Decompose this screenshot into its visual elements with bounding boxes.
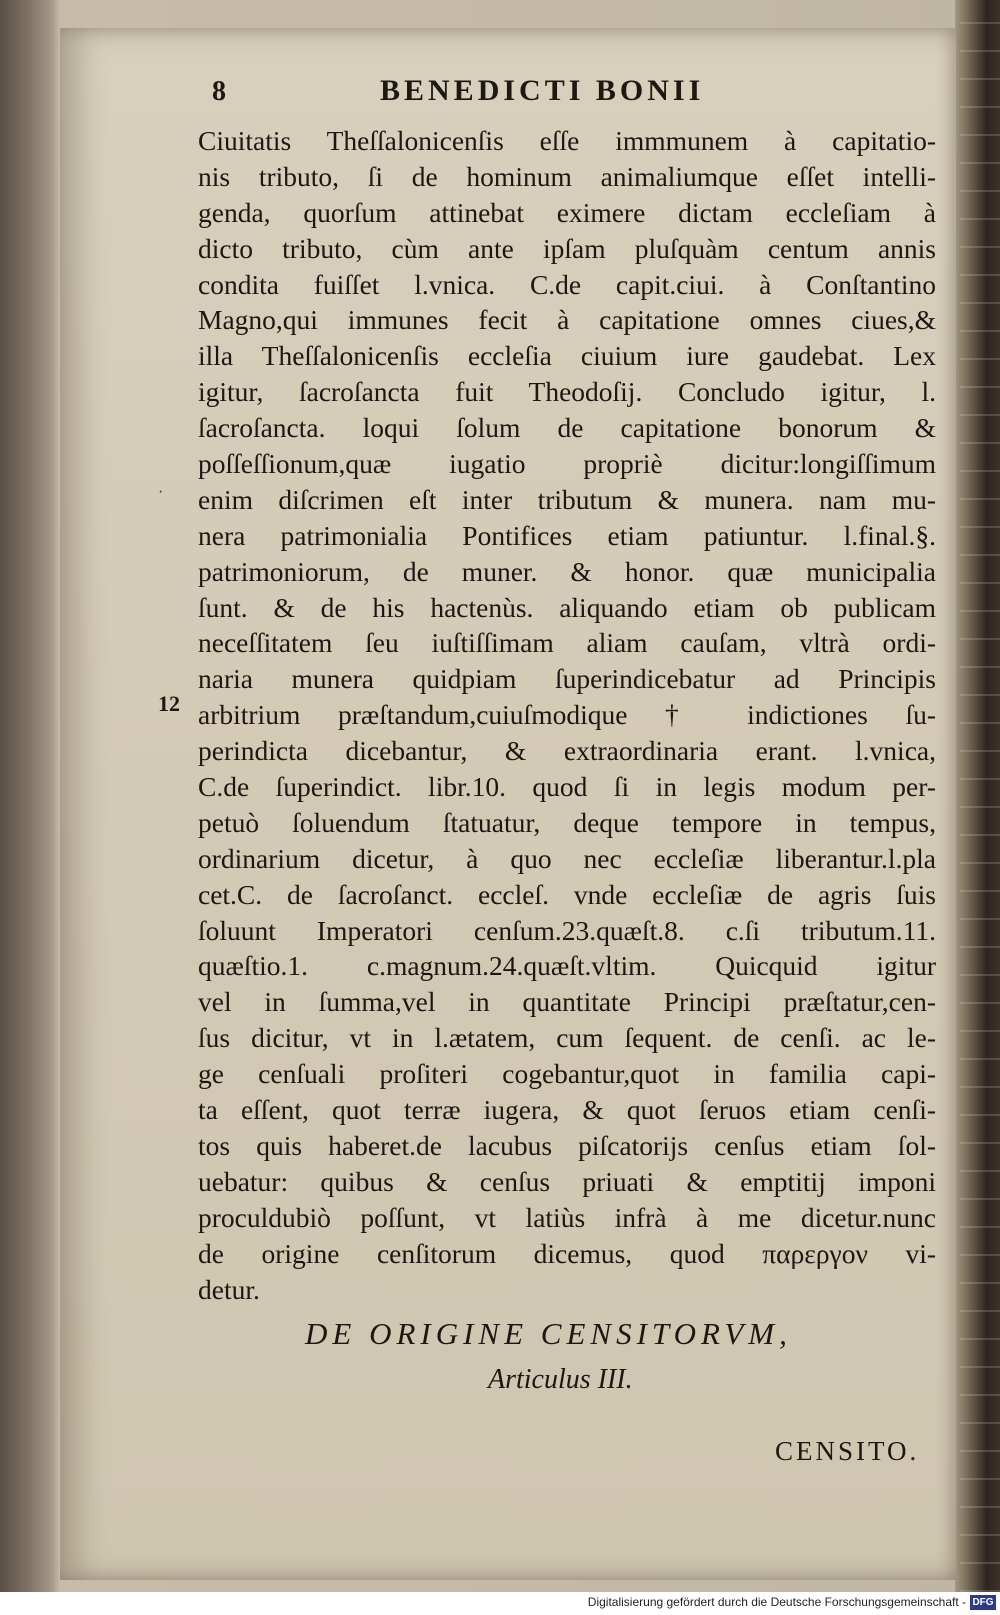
book-edge-texture bbox=[960, 0, 1000, 1592]
text-line: C.de ſuperindict. libr.10. quod ſi in legis modum per- bbox=[198, 771, 936, 803]
text-line: Ciuitatis Theſſalonicenſis eſſe immmunem à capitatio- bbox=[198, 125, 936, 156]
text-line: neceſſitatem ſeu iuſtiſſimam aliam cauſam, vltrà ordi- bbox=[198, 627, 936, 659]
text-line: nis tributo, ſi de hominum animaliumque eſſet intelli- bbox=[198, 160, 936, 192]
text-line: proculdubiò poſſunt, vt latiùs infrà à me dicetur.nunc bbox=[198, 1201, 936, 1233]
page-number: 8 bbox=[212, 76, 226, 107]
text-line: poſſeſſionum,quæ iugatio propriè dicitur:longiſſimum bbox=[198, 448, 936, 480]
text-line: perindicta dicebantur, & extraordinaria erant. l.vnica, bbox=[198, 735, 936, 767]
footer-bar bbox=[0, 1592, 1000, 1615]
section-heading: DE ORIGINE CENSITORVM, bbox=[305, 1316, 792, 1351]
text-line: cet.C. de ſacroſanct. eccleſ. vnde eccleſiæ de agris ſuis bbox=[198, 878, 936, 910]
footer-credit: Digitalisierung gefördert durch die Deutsche Forschungsgemeinschaft - bbox=[587, 1595, 966, 1609]
text-line: illa Theſſalonicenſis eccleſia ciuium iure gaudebat. Lex bbox=[198, 340, 936, 372]
text-line: ſunt. & de his hactenùs. aliquando etiam ob publicam bbox=[198, 591, 936, 623]
text-line: genda, quorſum attinebat eximere dictam eccleſiam à bbox=[198, 196, 936, 228]
text-line: ordinarium dicetur, à quo nec eccleſiæ liberantur.l.pla bbox=[198, 842, 936, 874]
dfg-logo-icon: DFG bbox=[970, 1595, 996, 1610]
text-line: tos quis haberet.de lacubus piſcatorijs cenſus etiam ſol- bbox=[198, 1129, 936, 1161]
margin-mark: · bbox=[158, 484, 164, 501]
text-line: naria munera quidpiam ſuperindicebatur ad Principis bbox=[198, 663, 936, 695]
text-line: enim diſcrimen eſt inter tributum & munera. nam mu- bbox=[198, 483, 936, 515]
text-line: patrimoniorum, de muner. & honor. quæ municipalia bbox=[198, 555, 936, 587]
text-line: igitur, ſacroſancta fuit Theodoſij. Concludo igitur, l. bbox=[198, 376, 936, 408]
text-line: arbitrium præſtandum,cuiuſmodique † indictiones ſu- bbox=[198, 699, 936, 731]
text-line: de origine cenſitorum dicemus, quod παρεργον vi- bbox=[198, 1237, 936, 1269]
text-line: nera patrimonialia Pontifices etiam patiuntur. l.final.§. bbox=[198, 519, 936, 551]
text-line: dicto tributo, cùm ante ipſam pluſquàm centum annis bbox=[198, 232, 936, 264]
text-line-last: detur. bbox=[198, 1273, 260, 1305]
section-subheading: Articulus III. bbox=[488, 1364, 633, 1395]
text-line: Magno,qui immunes fecit à capitatione omnes ciues,& bbox=[198, 304, 936, 336]
text-line: ta eſſent, quot terræ iugera, & quot ſeruos etiam cenſi- bbox=[198, 1094, 936, 1126]
text-line: ſoluunt Imperatori cenſum.23.quæſt.8. c.ſi tributum.11. bbox=[198, 914, 936, 946]
text-line: quæſtio.1. c.magnum.24.quæſt.vltim. Quicquid igitur bbox=[198, 950, 936, 982]
text-line: vel in ſumma,vel in quantitate Principi præſtatur,cen- bbox=[198, 986, 936, 1018]
page-header bbox=[212, 70, 932, 110]
running-head: BENEDICTI BONII bbox=[380, 74, 705, 107]
text-line: ge cenſuali proſiteri cogebantur,quot in familia capi- bbox=[198, 1058, 936, 1090]
text-line: condita fuiſſet l.vnica. C.de capit.ciui. à Conſtantino bbox=[198, 268, 936, 300]
text-line: ſacroſancta. loqui ſolum de capitatione bonorum & bbox=[198, 412, 936, 444]
text-line: uebatur: quibus & cenſus priuati & emptitij imponi bbox=[198, 1165, 936, 1197]
body-text bbox=[198, 123, 936, 1307]
text-line: petuò ſoluendum ſtatuatur, deque tempore in tempus, bbox=[198, 806, 936, 838]
margin-note-number: 12 bbox=[158, 691, 180, 716]
catchword: CENSITO. bbox=[775, 1436, 920, 1466]
text-line: ſus dicitur, vt in l.ætatem, cum ſequent. de cenſi. ac le- bbox=[198, 1022, 936, 1054]
